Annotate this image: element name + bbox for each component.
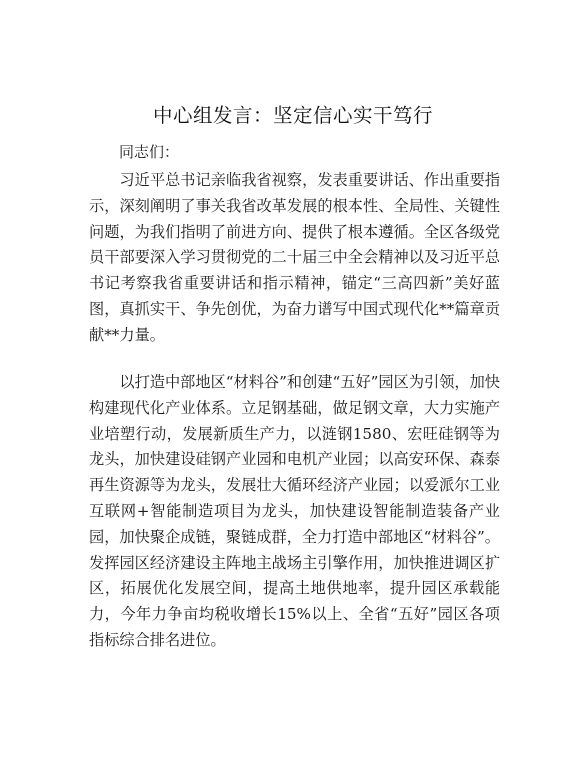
body-paragraph: 习近平总书记亲临我省视察，发表重要讲话、作出重要指示，深刻阐明了事关我省改革发展的根本性、全局性、关键性问题，为我们指明了前进方向、提供了根本遵循。全区各级党员干部要深入学习贯彻党的二十届三中全会精神以及习近平总书记考察我省重要讲话和指示精神，锚定“三高四新”美好蓝图，真抓实干、争先创优，为奋力谱写中国式现代化**篇章贡献**力量。 — [89, 171, 500, 344]
body-paragraph: 以打造中部地区“材料谷”和创建“五好”园区为引领，加快构建现代化产业体系。立足钢基础，做足钢文章，大力实施产业培塑行动，发展新质生产力，以涟钢1580、宏旺硅钢等为龙头，加快建设硅钢产业园和电机产业园；以高安环保、森泰再生资源等为龙头，发展壮大循环经济产业园；以爱派尔工业互联网+智能制造项目为龙头，加快建设智能制造装备产业园，加快聚企成链，聚链成群，全力打造中部地区“材料谷”。发挥园区经济建设主阵地主战场主引擎作用，加快推进调区扩区，拓展优化发展空间，提高土地供地率，提升园区承载能力，今年力争亩均税收增长15%以上、全省“五好”园区各项指标综合排名进位。 — [89, 373, 500, 649]
document-title: 中心组发言：坚定信心实干笃行 — [152, 104, 433, 127]
salutation: 同志们： — [119, 143, 180, 161]
